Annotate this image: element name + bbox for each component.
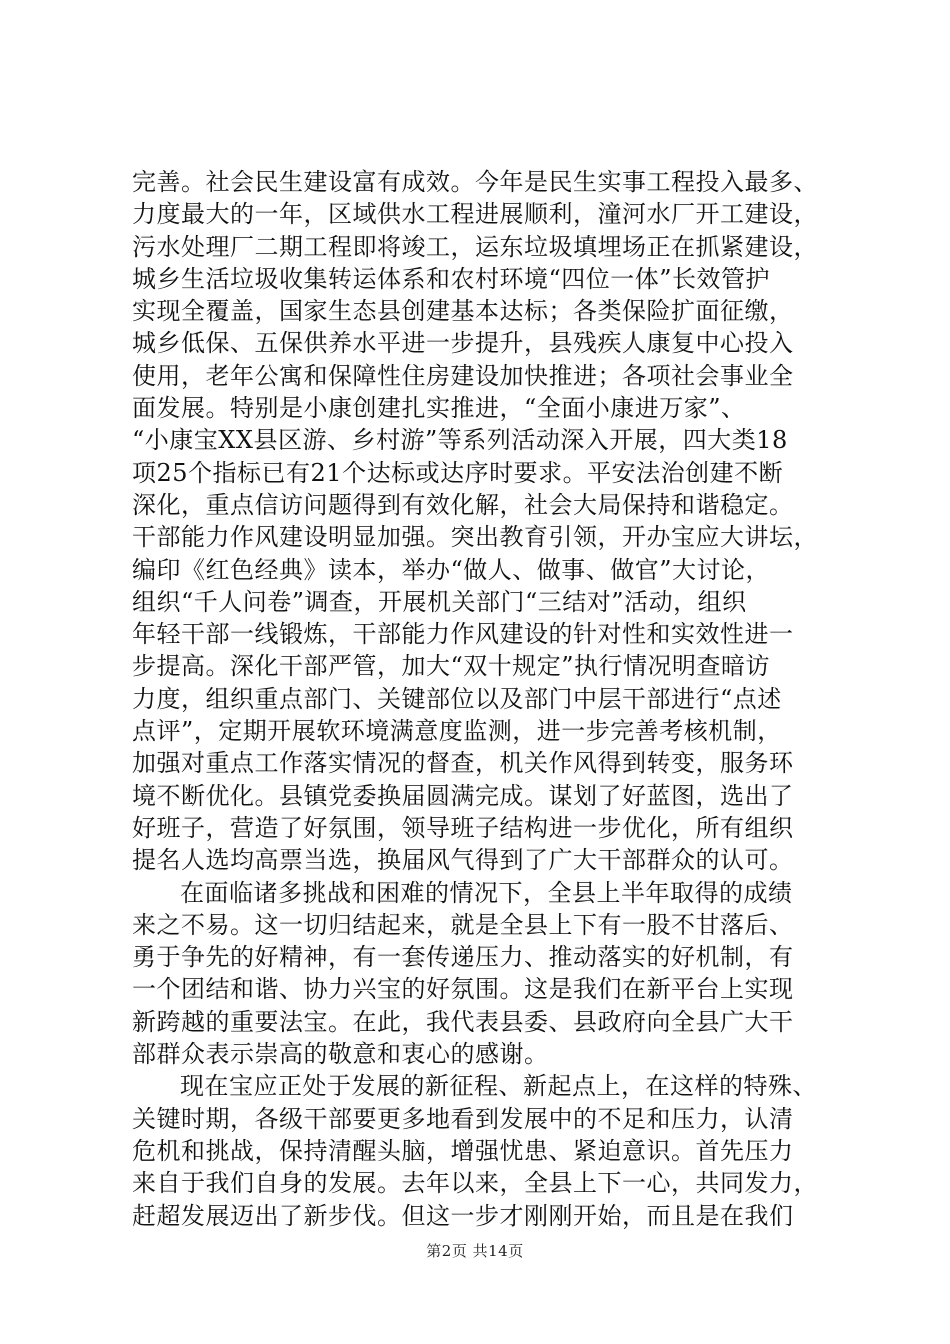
body-text	[132, 166, 832, 1232]
text-line: 编印《红色经典》读本，举办“做人、做事、做官”大讨论，	[132, 555, 771, 584]
text-line: 来自于我们自身的发展。去年以来，全县上下一心，共同发力，	[132, 1169, 818, 1198]
text-line: 城乡低保、五保供养水平进一步提升，县残疾人康复中心投入	[132, 329, 794, 358]
text-line: 项25个指标已有21个达标或达序时要求。平安法治创建不断	[132, 458, 784, 487]
text-line: 勇于争先的好精神，有一套传递压力、推动落实的好机制，有	[132, 943, 794, 972]
text-line: 点评”，定期开展软环境满意度监测，进一步完善考核机制，	[132, 717, 782, 746]
page-footer: 第2页 共14页	[426, 1242, 524, 1260]
text-line: 新跨越的重要法宝。在此，我代表县委、县政府向全县广大干	[132, 1007, 794, 1036]
text-line: 干部能力作风建设明显加强。突出教育引领，开办宝应大讲坛，	[132, 523, 818, 552]
text-line: 组织“千人问卷”调查，开展机关部门“三结对”活动，组织	[132, 587, 747, 616]
text-line: 部群众表示崇高的敬意和衷心的感谢。	[132, 1040, 549, 1069]
text-line: 一个团结和谐、协力兴宝的好氛围。这是我们在新平台上实现	[132, 975, 794, 1004]
text-line: 使用，老年公寓和保障性住房建设加快推进；各项社会事业全	[132, 361, 794, 390]
text-line: 现在宝应正处于发展的新征程、新起点上，在这样的特殊、	[180, 1072, 817, 1101]
text-line: “小康宝XX县区游、乡村游”等系列活动深入开展，四大类18	[132, 426, 788, 455]
text-line: 深化，重点信访问题得到有效化解，社会大局保持和谐稳定。	[132, 490, 794, 519]
text-line: 完善。社会民生建设富有成效。今年是民生实事工程投入最多、	[132, 168, 818, 196]
text-line: 危机和挑战，保持清醒头脑，增强忧患、紧迫意识。首先压力	[132, 1136, 794, 1165]
text-line: 赶超发展迈出了新步伐。但这一步才刚刚开始，而且是在我们	[132, 1201, 794, 1230]
text-line: 力度，组织重点部门、关键部位以及部门中层干部进行“点述	[132, 684, 782, 713]
text-line: 年轻干部一线锻炼，干部能力作风建设的针对性和实效性进一	[132, 620, 794, 649]
text-line: 城乡生活垃圾收集转运体系和农村环境“四位一体”长效管护	[132, 264, 771, 293]
text-line: 来之不易。这一切归结起来，就是全县上下有一股不甘落后、	[132, 910, 794, 939]
text-line: 在面临诸多挑战和困难的情况下，全县上半年取得的成绩	[180, 878, 793, 907]
text-line: 提名人选均高票当选，换届风气得到了广大干部群众的认可。	[132, 846, 794, 875]
text-line: 力度最大的一年，区域供水工程进展顺利，潼河水厂开工建设，	[132, 200, 818, 229]
text-line: 加强对重点工作落实情况的督查，机关作风得到转变，服务环	[132, 749, 794, 778]
text-line: 面发展。特别是小康创建扎实推进，“全面小康进万家”、	[132, 394, 746, 423]
text-line: 境不断优化。县镇党委换届圆满完成。谋划了好蓝图，选出了	[132, 781, 794, 810]
text-line: 步提高。深化干部严管，加大“双十规定”执行情况明查暗访	[132, 652, 771, 681]
text-line: 关键时期，各级干部要更多地看到发展中的不足和压力，认清	[132, 1104, 794, 1133]
text-line: 好班子，营造了好氛围，领导班子结构进一步优化，所有组织	[132, 813, 794, 842]
text-line: 实现全覆盖，国家生态县创建基本达标；各类保险扩面征缴，	[132, 297, 794, 326]
text-line: 污水处理厂二期工程即将竣工，运东垃圾填埋场正在抓紧建设，	[132, 232, 818, 261]
